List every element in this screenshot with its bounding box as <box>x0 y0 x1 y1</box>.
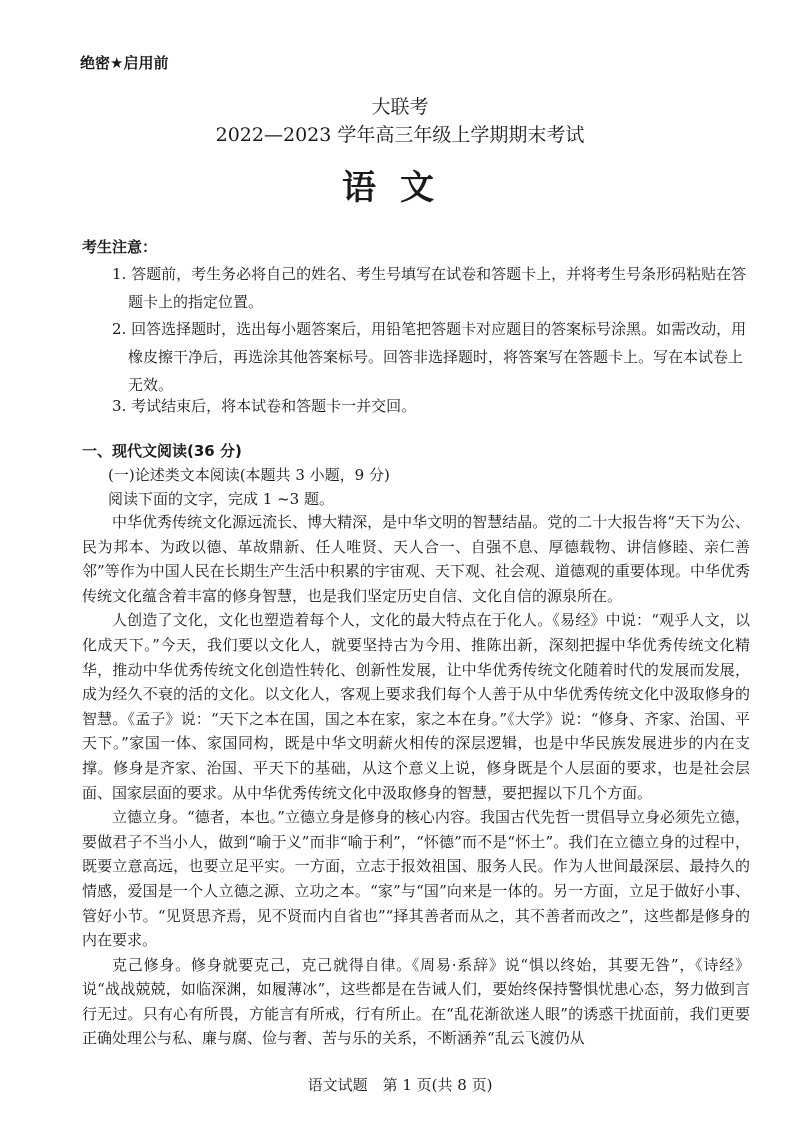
passage-paragraph: 人创造了文化，文化也塑造着每个人，文化的最大特点在于化人。《易经》中说：“观乎人文，以化成天下。”今天，我们要以文化人，就要坚持古为今用、推陈出新，深刻把握中华优秀传统文化精华，推动中华优秀传统文化创造性转化、创新性发展，让中华优秀传统文化随着时代的发展而发展，成为经久不衰的活的文化。以文化人，客观上要求我们每个人善于从中华优秀传统文化中汲取修身的智慧。《孟子》说：“天下之本在国，国之本在家，家之本在身。”《大学》说：“修身、齐家、治国、平天下。”家国一体、家国同构，既是中华文明薪火相传的深层逻辑，也是中华民族发展进步的内在支撑。修身是齐家、治国、平天下的基础，从这个意义上说，修身既是个人层面的要求，也是社会层面、国家层面的要求。从中华优秀传统文化中汲取修身的智慧，要把握以下几个方面。 <box>82 611 750 802</box>
exam-title: 2022—2023 学年高三年级上学期期末考试 <box>215 124 585 146</box>
notice-item: 3. 考试结束后，将本试卷和答题卡一并交回。 <box>112 397 417 415</box>
reading-instruction: 阅读下面的文字，完成 1 ~3 题。 <box>108 490 334 508</box>
reading-passage <box>82 510 750 1051</box>
section-heading: 一、现代文阅读(36 分) <box>82 442 242 460</box>
exam-organizer: 大联考 <box>371 96 429 118</box>
page-footer: 语文试题 第 1 页(共 8 页) <box>307 1076 493 1094</box>
notice-item: 2. 回答选择题时，选出每小题答案后，用铅笔把答题卡对应题目的答案标号涂黑。如需改动，用橡皮擦干净后，再选涂其他答案标号。回答非选择题时，将答案写在答题卡上。写在本试卷上无效。 <box>112 320 747 394</box>
subsection-heading: (一)论述类文本阅读(本题共 3 小题，9 分) <box>108 466 390 484</box>
notice-item: 1. 答题前，考生务必将自己的姓名、考生号填写在试卷和答题卡上，并将考生号条形码粘贴在答题卡上的指定位置。 <box>112 265 747 311</box>
passage-paragraph: 立德立身。“德者，本也。”立德立身是修身的核心内容。我国古代先哲一贯倡导立身必须先立德，要做君子不当小人，做到“喻于义”而非“喻于利”，“怀德”而不是“怀土”。我们在立德立身的过程中，既要立意高远，也要立足平实。一方面，立志于报效祖国、服务人民。作为人世间最深层、最持久的情感，爱国是一个人立德之源、立功之本。“家”与“国”向来是一体的。另一方面，立足于做好小事、管好小节。“见贤思齐焉，见不贤而内自省也”“择其善者而从之，其不善者而改之”，这些都是修身的内在要求。 <box>82 808 750 950</box>
subject-title: 语文 <box>342 168 458 208</box>
confidential-label: 绝密★启用前 <box>80 54 169 72</box>
notice-heading: 考生注意： <box>82 238 158 256</box>
passage-paragraph: 克己修身。修身就要克己，克己就得自律。《周易·系辞》说“惧以终始，其要无咎”，《诗经》说“战战兢兢，如临深渊，如履薄冰”，这些都是在告诫人们，要始终保持警惧忧患心态，努力做到言行无过。只有心有所畏，方能言有所戒，行有所止。在“乱花渐欲迷人眼”的诱惑干扰面前，我们更要正确处理公与私、廉与腐、俭与奢、苦与乐的关系，不断涵养“乱云飞渡仍从 <box>82 955 750 1048</box>
passage-paragraph: 中华优秀传统文化源远流长、博大精深，是中华文明的智慧结晶。党的二十大报告将“天下为公、民为邦本、为政以德、革故鼎新、任人唯贤、天人合一、自强不息、厚德载物、讲信修睦、亲仁善邻”等作为中国人民在长期生产生活中积累的宇宙观、天下观、社会观、道德观的重要体现。中华优秀传统文化蕴含着丰富的修身智慧，也是我们坚定历史自信、文化自信的源泉所在。 <box>82 513 750 605</box>
